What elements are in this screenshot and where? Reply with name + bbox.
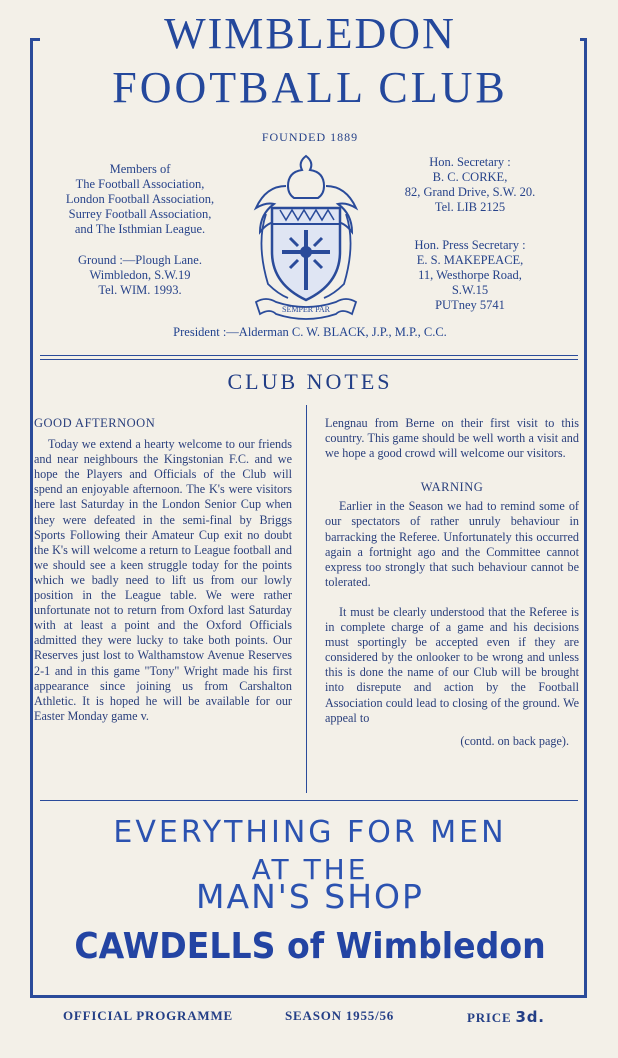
press-secretary-block — [375, 238, 565, 313]
advert-line1: EVERYTHING FOR MEN — [113, 815, 507, 850]
crest-motto: SEMPER PAR — [282, 305, 330, 314]
press-line: 11, Westhorpe Road, — [418, 268, 522, 282]
notes-right-column — [325, 416, 579, 749]
members-line: Surrey Football Association, — [68, 207, 212, 221]
warning-heading: WARNING — [420, 480, 484, 495]
club-notes-title: CLUB NOTES — [227, 369, 393, 394]
club-title-line2: FOOTBALL CLUB — [112, 63, 508, 112]
right-notes-text-2: Earlier in the Season we had to remind some of our spectators of rather unruly behaviour in barracking the Referee. Unfortunately this occurred again a fortnight ago and the Committee cannot express too strongly that such behaviour cannot be tolerated. — [325, 499, 579, 589]
press-line: S.W.15 — [451, 283, 489, 297]
divider-top — [40, 355, 578, 356]
club-title-line1: WIMBLEDON — [40, 6, 580, 62]
price-value: 3d. — [515, 1008, 545, 1026]
members-line: The Football Association, — [75, 177, 205, 191]
left-notes-text: Today we extend a hearty welcome to our friends and near neighbours the Kingstonian F.C. and we hope the Players and Officials of the Club will spend an enjoyable afternoon. The K's were visitors here last Saturday in the London Senior Cup when they were defeated in the semi-final by Briggs Sports Following their Amateur Cup exit no doubt the K's will welcome a return to League football and we should see a keen struggle today for the points which we badly need to lift us from our lowly position in the League table. We were rather unfortunate not to return from Oxford last Saturday with at least a point and the Oxford Officials admitted they were lucky to take both points. Our Reserves just lost to Walthamstow Avenue Reserves 2-1 and in this game "Tony" Wright made his first appearance since joining us from Carshalton Athletic. It is hoped he will be available for our Easter Monday game v. — [34, 437, 292, 723]
divider-top-double — [40, 359, 578, 360]
press-line: PUTney 5741 — [435, 298, 505, 312]
members-line: London Football Association, — [65, 192, 215, 206]
press-line: E. S. MAKEPEACE, — [416, 253, 524, 267]
price-label: PRICE — [467, 1010, 512, 1025]
founded-year: FOUNDED 1889 — [261, 130, 359, 144]
secretary-line: B. C. CORKE, — [432, 170, 508, 184]
ground-line: Ground :—Plough Lane. — [78, 253, 202, 267]
press-line: Hon. Press Secretary : — [414, 238, 526, 252]
advert-line2: AT THE — [251, 853, 369, 886]
advert-line4: CAWDELLS of Wimbledon — [74, 926, 546, 967]
members-block — [40, 162, 240, 237]
members-line: and The Isthmian League. — [74, 222, 206, 236]
right-notes-text-1: Lengnau from Berne on their first visit to this country. This game should be well worth a visit and we hope a good crowd will welcome our visitors. — [325, 416, 579, 461]
ground-line: Wimbledon, S.W.19 — [89, 268, 191, 282]
ground-block — [40, 253, 240, 298]
president-line: President :—Alderman C. W. BLACK, J.P., M.P., C.C. — [173, 325, 447, 339]
members-line: Members of — [109, 162, 171, 176]
column-divider — [306, 405, 307, 793]
right-notes-text-3: It must be clearly understood that the Referee is in complete charge of a game and his decisions must sportingly be accepted even if they are considered by the onlooker to be wrong and unless this is done the name of our Club will be brought into disrepute and action by the Football Association could lead to closing of the ground. We appeal to — [325, 604, 579, 725]
ground-line: Tel. WIM. 1993. — [98, 283, 182, 297]
secretary-block — [375, 155, 565, 215]
footer-price — [467, 1008, 545, 1026]
notes-left-column — [34, 416, 292, 724]
secretary-line: Hon. Secretary : — [429, 155, 511, 169]
secretary-line: Tel. LIB 2125 — [434, 200, 506, 214]
advert-line3: MAN'S SHOP — [196, 877, 424, 916]
continued-note: (contd. on back page). — [460, 733, 569, 748]
footer-season: SEASON 1955/56 — [285, 1008, 395, 1023]
club-crest-icon — [242, 152, 370, 324]
secretary-line: 82, Grand Drive, S.W. 20. — [404, 185, 536, 199]
footer-programme: OFFICIAL PROGRAMME — [63, 1008, 234, 1023]
good-afternoon-heading: GOOD AFTERNOON — [34, 416, 156, 430]
